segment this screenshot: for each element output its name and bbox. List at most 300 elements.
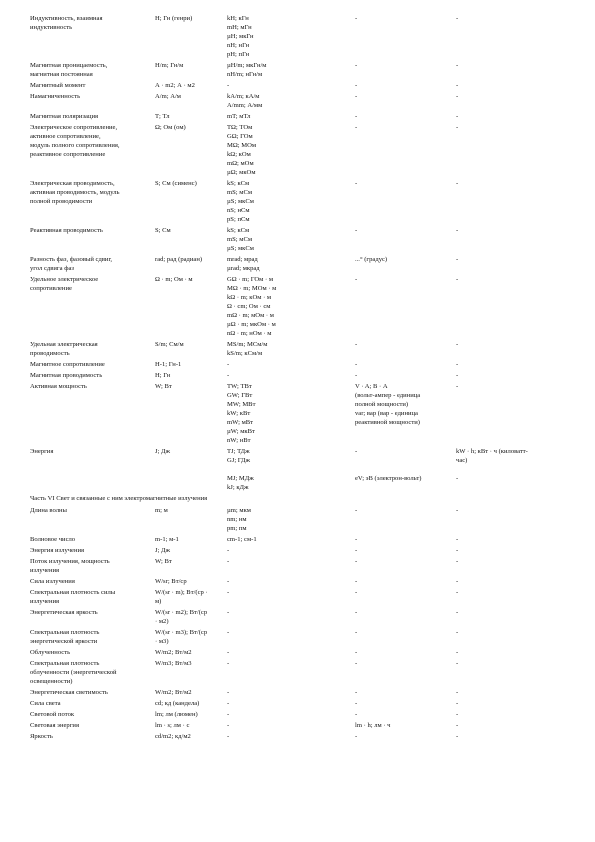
cell-line: S; См (сименс) bbox=[155, 180, 197, 187]
multiples-cell bbox=[227, 61, 355, 79]
cell-line: - bbox=[456, 361, 459, 368]
cell-line: W/(sr · m); Вт/(ср · bbox=[155, 589, 208, 596]
cell-line: S/m; См/м bbox=[155, 341, 184, 348]
cell-line bbox=[355, 456, 456, 465]
quantity-name-cell bbox=[30, 506, 155, 515]
cell-line: Разность фаз, фазовый сдвиг, bbox=[30, 256, 113, 263]
cell-line: - bbox=[227, 649, 230, 656]
non-si-unit-cell bbox=[355, 382, 456, 427]
multiples-cell bbox=[227, 112, 355, 121]
cell-line: - bbox=[227, 722, 230, 729]
cell-line: V · A; В · А bbox=[355, 383, 388, 390]
si-unit-cell bbox=[155, 628, 227, 646]
non-si-unit-cell bbox=[355, 688, 456, 697]
cell-line: J; Дж bbox=[155, 547, 171, 554]
si-unit-cell bbox=[155, 112, 227, 121]
table-row bbox=[30, 659, 570, 688]
note-cell bbox=[456, 179, 570, 188]
note-cell bbox=[456, 577, 570, 586]
cell-line: - bbox=[456, 180, 459, 187]
cell-line: модуль полного сопротивления, bbox=[30, 142, 120, 149]
note-cell bbox=[456, 14, 570, 23]
cell-line: Электрическое сопротивление, bbox=[30, 124, 118, 131]
non-si-unit-cell bbox=[355, 14, 456, 23]
note-cell bbox=[456, 371, 570, 380]
multiples-cell bbox=[227, 179, 355, 224]
note-cell bbox=[456, 340, 570, 349]
cell-line: - bbox=[355, 361, 358, 368]
units-table bbox=[30, 14, 570, 743]
cell-line: nm; нм bbox=[227, 516, 247, 523]
cell-line: - bbox=[227, 578, 230, 585]
note-cell bbox=[456, 588, 570, 597]
cell-line: - bbox=[227, 660, 230, 667]
cell-line: Магнитное сопротивление bbox=[30, 361, 105, 368]
si-unit-cell bbox=[155, 506, 227, 515]
cell-line bbox=[227, 465, 355, 474]
cell-line: - bbox=[227, 629, 230, 636]
multiples-cell bbox=[227, 732, 355, 741]
table-row bbox=[30, 535, 570, 546]
note-cell bbox=[456, 81, 570, 90]
multiples-cell bbox=[227, 546, 355, 555]
cell-line: eV; эВ (электрон-вольт) bbox=[355, 475, 422, 482]
multiples-cell bbox=[227, 382, 355, 445]
si-unit-cell bbox=[155, 226, 227, 235]
cell-line: A/m; А/м bbox=[155, 93, 181, 100]
quantity-name-cell bbox=[30, 255, 155, 273]
cell-line: lm · s; лм · с bbox=[155, 722, 190, 729]
cell-line: kS; кСм bbox=[227, 180, 250, 187]
cell-line: - bbox=[456, 733, 459, 740]
table-row bbox=[30, 112, 570, 123]
non-si-unit-cell bbox=[355, 371, 456, 380]
cell-line: - bbox=[355, 558, 358, 565]
multiples-cell bbox=[227, 659, 355, 668]
cell-line: - bbox=[227, 689, 230, 696]
cell-line: cm-1; см-1 bbox=[227, 536, 257, 543]
table-row bbox=[30, 721, 570, 732]
cell-line: m; м bbox=[155, 507, 168, 514]
cell-line: магнитная постоянная bbox=[30, 71, 93, 78]
cell-line: - bbox=[456, 558, 459, 565]
quantity-name-cell bbox=[30, 371, 155, 380]
table-row bbox=[30, 371, 570, 382]
cell-line: MΩ · m; МОм · м bbox=[227, 285, 277, 292]
cell-line: - bbox=[456, 589, 459, 596]
cell-line: (вольт-ампер - единица bbox=[355, 392, 421, 399]
cell-line: Спектральная плотность силы bbox=[30, 589, 116, 596]
cell-line: TW; ТВт bbox=[227, 383, 252, 390]
multiples-cell bbox=[227, 608, 355, 617]
cell-line: mΩ · m; мОм · м bbox=[227, 312, 274, 319]
quantity-name-cell bbox=[30, 226, 155, 235]
non-si-unit-cell bbox=[355, 710, 456, 719]
cell-line: - bbox=[355, 82, 358, 89]
cell-line bbox=[355, 465, 456, 474]
cell-line: проводимость bbox=[30, 350, 70, 357]
cell-line: - bbox=[355, 276, 358, 283]
cell-line: lm · h; лм · ч bbox=[355, 722, 391, 729]
cell-line: Электрическая проводимость, bbox=[30, 180, 115, 187]
si-unit-cell bbox=[155, 710, 227, 719]
table-row bbox=[30, 179, 570, 226]
cell-line: угол сдвига фаз bbox=[30, 265, 74, 272]
cell-line: kA/m; кА/м bbox=[227, 93, 260, 100]
cell-line: - bbox=[355, 547, 358, 554]
cell-line: освещенности) bbox=[30, 678, 73, 685]
cell-line: - bbox=[456, 475, 459, 482]
quantity-name-cell bbox=[30, 732, 155, 741]
quantity-name-cell bbox=[30, 577, 155, 586]
non-si-unit-cell bbox=[355, 557, 456, 566]
non-si-unit-cell bbox=[355, 659, 456, 668]
non-si-unit-cell bbox=[355, 588, 456, 597]
cell-line: Сила излучения bbox=[30, 578, 75, 585]
cell-line: TΩ; ТОм bbox=[227, 124, 253, 131]
cell-line: - bbox=[456, 341, 459, 348]
cell-line: Ω · m; Ом · м bbox=[155, 276, 193, 283]
cell-line: µΩ; мкОм bbox=[227, 169, 256, 176]
table-row bbox=[30, 255, 570, 275]
cell-line: µS; мкСм bbox=[227, 198, 254, 205]
table-row bbox=[30, 92, 570, 112]
cell-line: энергетической яркости bbox=[30, 638, 98, 645]
cell-line: pS; пСм bbox=[227, 216, 250, 223]
cell-line: Н; Гн (генри) bbox=[155, 15, 193, 22]
multiples-cell bbox=[227, 81, 355, 90]
cell-line: Ω · cm; Ом · см bbox=[227, 303, 271, 310]
note-cell bbox=[456, 557, 570, 566]
non-si-unit-cell bbox=[355, 340, 456, 349]
cell-line: GΩ; ГОм bbox=[227, 133, 253, 140]
cell-line: - bbox=[456, 82, 459, 89]
cell-line: H/m; Гн/м bbox=[155, 62, 184, 69]
cell-line: - bbox=[355, 578, 358, 585]
cell-line: - bbox=[355, 113, 358, 120]
cell-line: - bbox=[456, 536, 459, 543]
note-cell bbox=[456, 275, 570, 284]
quantity-name-cell bbox=[30, 340, 155, 358]
non-si-unit-cell bbox=[355, 546, 456, 555]
cell-line: - bbox=[355, 372, 358, 379]
cell-line: - bbox=[456, 609, 459, 616]
cell-line: W; Вт bbox=[155, 383, 172, 390]
cell-line: MW; МВт bbox=[227, 401, 256, 408]
cell-line: kJ; кДж bbox=[227, 484, 249, 491]
non-si-unit-cell bbox=[355, 648, 456, 657]
quantity-name-cell bbox=[30, 588, 155, 606]
cell-line: полной проводимости bbox=[30, 198, 93, 205]
si-unit-cell bbox=[155, 81, 227, 90]
cell-line: - bbox=[355, 227, 358, 234]
quantity-name-cell bbox=[30, 61, 155, 79]
cell-line: - bbox=[227, 609, 230, 616]
si-unit-cell bbox=[155, 699, 227, 708]
cell-line: GW; ГВт bbox=[227, 392, 253, 399]
cell-line: - bbox=[456, 649, 459, 656]
cell-line: - bbox=[456, 227, 459, 234]
note-cell bbox=[456, 721, 570, 730]
note-cell bbox=[456, 255, 570, 264]
quantity-name-cell bbox=[30, 81, 155, 90]
cell-line: Световая энергия bbox=[30, 722, 79, 729]
cell-line: m-1; м-1 bbox=[155, 536, 179, 543]
cell-line: Сила света bbox=[30, 700, 61, 707]
cell-line: ...° (градус) bbox=[355, 256, 388, 263]
quantity-name-cell bbox=[30, 112, 155, 121]
non-si-unit-cell bbox=[355, 577, 456, 586]
cell-line: cd; кд (кандела) bbox=[155, 700, 200, 707]
non-si-unit-cell bbox=[355, 699, 456, 708]
cell-line: - bbox=[227, 372, 230, 379]
cell-line: излучения bbox=[30, 598, 60, 605]
cell-line: Удельная электрическая bbox=[30, 341, 98, 348]
cell-line: - bbox=[227, 547, 230, 554]
cell-line: Спектральная плотность bbox=[30, 629, 100, 636]
quantity-name-cell bbox=[30, 710, 155, 719]
non-si-unit-cell bbox=[355, 628, 456, 637]
cell-line: - bbox=[456, 629, 459, 636]
cell-line: mT; мТл bbox=[227, 113, 251, 120]
cell-line: nW; нВт bbox=[227, 437, 251, 444]
non-si-unit-cell bbox=[355, 360, 456, 369]
cell-line: - bbox=[456, 711, 459, 718]
cell-line: H; Гн bbox=[155, 372, 171, 379]
si-unit-cell bbox=[155, 535, 227, 544]
multiples-cell bbox=[227, 721, 355, 730]
non-si-unit-cell bbox=[355, 447, 456, 483]
table-row bbox=[30, 14, 570, 61]
table-row bbox=[30, 648, 570, 659]
cell-line: Световой поток bbox=[30, 711, 75, 718]
multiples-cell bbox=[227, 226, 355, 253]
note-cell bbox=[456, 710, 570, 719]
quantity-name-cell bbox=[30, 699, 155, 708]
cell-line: - bbox=[355, 609, 358, 616]
cell-line: W/m2; Вт/м2 bbox=[155, 649, 192, 656]
multiples-cell bbox=[227, 535, 355, 544]
table-row bbox=[30, 557, 570, 577]
cell-line: Удельное электрическое bbox=[30, 276, 99, 283]
cell-line: А · m2; А · м2 bbox=[155, 82, 195, 89]
table-row bbox=[30, 577, 570, 588]
si-unit-cell bbox=[155, 659, 227, 668]
cell-line: µm; мкм bbox=[227, 507, 251, 514]
cell-line: W/(sr · m3); Вт/(ср bbox=[155, 629, 208, 636]
cell-line: - bbox=[456, 689, 459, 696]
si-unit-cell bbox=[155, 340, 227, 349]
note-cell bbox=[456, 360, 570, 369]
note-cell bbox=[456, 659, 570, 668]
cell-line: - bbox=[456, 113, 459, 120]
cell-line: - bbox=[456, 256, 459, 263]
cell-line: - bbox=[456, 722, 459, 729]
table-row bbox=[30, 81, 570, 92]
cell-line: kΩ · m; кОм · м bbox=[227, 294, 272, 301]
non-si-unit-cell bbox=[355, 535, 456, 544]
cell-line: - bbox=[355, 660, 358, 667]
si-unit-cell bbox=[155, 360, 227, 369]
cell-line: реактивное сопротивление bbox=[30, 151, 106, 158]
cell-line: µH; мкГн bbox=[227, 33, 254, 40]
table-row bbox=[30, 340, 570, 360]
cell-line: W/m3; Вт/м3 bbox=[155, 660, 192, 667]
multiples-cell bbox=[227, 14, 355, 59]
table-row bbox=[30, 447, 570, 494]
table-row bbox=[30, 382, 570, 447]
cell-line: mΩ; мОм bbox=[227, 160, 254, 167]
cell-line: rad; рад (радиан) bbox=[155, 256, 203, 263]
cell-line: mH; мГн bbox=[227, 24, 252, 31]
note-cell bbox=[456, 112, 570, 121]
multiples-cell bbox=[227, 710, 355, 719]
quantity-name-cell bbox=[30, 688, 155, 697]
cell-line bbox=[456, 465, 570, 474]
multiples-cell bbox=[227, 577, 355, 586]
multiples-cell bbox=[227, 447, 355, 492]
cell-line: Магнитная поляризация bbox=[30, 113, 99, 120]
cell-line: Длина волны bbox=[30, 507, 67, 514]
table-row bbox=[30, 123, 570, 179]
cell-line: W/m2; Вт/м2 bbox=[155, 689, 192, 696]
cell-line: MS/m; МСм/м bbox=[227, 341, 268, 348]
quantity-name-cell bbox=[30, 382, 155, 391]
note-cell bbox=[456, 447, 570, 483]
cell-line: полной мощности) bbox=[355, 401, 409, 408]
section-heading: Часть VI Свет и связанные с ним электромагнитные излучения bbox=[30, 495, 208, 502]
cell-line: час) bbox=[456, 457, 468, 464]
cell-line: Ω; Ом (ом) bbox=[155, 124, 186, 131]
cell-line: - bbox=[227, 711, 230, 718]
quantity-name-cell bbox=[30, 648, 155, 657]
si-unit-cell bbox=[155, 92, 227, 101]
cell-line: - bbox=[456, 660, 459, 667]
note-cell bbox=[456, 506, 570, 515]
multiples-cell bbox=[227, 92, 355, 110]
cell-line: pm; пм bbox=[227, 525, 247, 532]
cell-line: - bbox=[456, 578, 459, 585]
si-unit-cell bbox=[155, 688, 227, 697]
note-cell bbox=[456, 92, 570, 101]
non-si-unit-cell bbox=[355, 732, 456, 741]
multiples-cell bbox=[227, 275, 355, 338]
cell-line: - bbox=[227, 361, 230, 368]
cell-line: µS; мкСм bbox=[227, 245, 254, 252]
cell-line: W/(sr · m2); Вт/(ср bbox=[155, 609, 208, 616]
cell-line: Спектральная плотность bbox=[30, 660, 100, 667]
multiples-cell bbox=[227, 506, 355, 533]
cell-line: kW · h; кВт · ч (киловатт- bbox=[456, 448, 528, 455]
table-row bbox=[30, 699, 570, 710]
cell-line: - bbox=[456, 93, 459, 100]
quantity-name-cell bbox=[30, 608, 155, 617]
quantity-name-cell bbox=[30, 360, 155, 369]
cell-line: Магнитная проводимость bbox=[30, 372, 103, 379]
cell-line: W; Вт bbox=[155, 558, 172, 565]
si-unit-cell bbox=[155, 557, 227, 566]
table-row bbox=[30, 275, 570, 340]
si-unit-cell bbox=[155, 588, 227, 606]
cell-line: GΩ · m; ГОм · м bbox=[227, 276, 274, 283]
note-cell bbox=[456, 688, 570, 697]
non-si-unit-cell bbox=[355, 608, 456, 617]
note-cell bbox=[456, 732, 570, 741]
si-unit-cell bbox=[155, 447, 227, 456]
table-row bbox=[30, 226, 570, 255]
multiples-cell bbox=[227, 699, 355, 708]
non-si-unit-cell bbox=[355, 721, 456, 730]
cell-line: облученности (энергетической bbox=[30, 669, 117, 676]
si-unit-cell bbox=[155, 14, 227, 23]
multiples-cell bbox=[227, 123, 355, 177]
non-si-unit-cell bbox=[355, 226, 456, 235]
table-row bbox=[30, 732, 570, 743]
cell-line: активная проводимость, модуль bbox=[30, 189, 120, 196]
quantity-name-cell bbox=[30, 546, 155, 555]
cell-line: - bbox=[456, 383, 459, 390]
cell-line: Поток излучения, мощность bbox=[30, 558, 110, 565]
cell-line: - bbox=[355, 700, 358, 707]
table-row bbox=[30, 588, 570, 608]
cell-line: - bbox=[355, 629, 358, 636]
cell-line: · м3) bbox=[155, 638, 169, 645]
quantity-name-cell bbox=[30, 14, 155, 32]
multiples-cell bbox=[227, 340, 355, 358]
cell-line: Т; Тл bbox=[155, 113, 170, 120]
cell-line: реактивной мощности) bbox=[355, 419, 420, 426]
non-si-unit-cell bbox=[355, 81, 456, 90]
quantity-name-cell bbox=[30, 535, 155, 544]
quantity-name-cell bbox=[30, 721, 155, 730]
note-cell bbox=[456, 535, 570, 544]
note-cell bbox=[456, 608, 570, 617]
note-cell bbox=[456, 382, 570, 391]
cell-line: индуктивность bbox=[30, 24, 73, 31]
cell-line: TJ; ТДж bbox=[227, 448, 250, 455]
cell-line: Активная мощность bbox=[30, 383, 87, 390]
cell-line: - bbox=[355, 124, 358, 131]
quantity-name-cell bbox=[30, 659, 155, 686]
cell-line: - bbox=[227, 558, 230, 565]
cell-line: GJ; ГДж bbox=[227, 457, 251, 464]
note-cell bbox=[456, 61, 570, 70]
cell-line: - bbox=[456, 507, 459, 514]
cell-line: Волновое число bbox=[30, 536, 76, 543]
cell-line: м) bbox=[155, 598, 162, 605]
si-unit-cell bbox=[155, 275, 227, 284]
cell-line: H-1; Гн-1 bbox=[155, 361, 182, 368]
cell-line: S; См bbox=[155, 227, 171, 234]
si-unit-cell bbox=[155, 721, 227, 730]
quantity-name-cell bbox=[30, 123, 155, 159]
cell-line: - bbox=[227, 82, 230, 89]
non-si-unit-cell bbox=[355, 255, 456, 264]
cell-line: mS; мСм bbox=[227, 236, 253, 243]
cell-line: µrad; мкрад bbox=[227, 265, 260, 272]
multiples-cell bbox=[227, 557, 355, 566]
cell-line: - bbox=[456, 547, 459, 554]
cell-line: nΩ · m; нОм · м bbox=[227, 330, 272, 337]
cell-line: Энергия bbox=[30, 448, 54, 455]
multiples-cell bbox=[227, 360, 355, 369]
cell-line: - bbox=[355, 448, 358, 455]
quantity-name-cell bbox=[30, 275, 155, 293]
table-row bbox=[30, 506, 570, 535]
quantity-name-cell bbox=[30, 628, 155, 646]
cell-line: pH; пГн bbox=[227, 51, 250, 58]
multiples-cell bbox=[227, 371, 355, 380]
